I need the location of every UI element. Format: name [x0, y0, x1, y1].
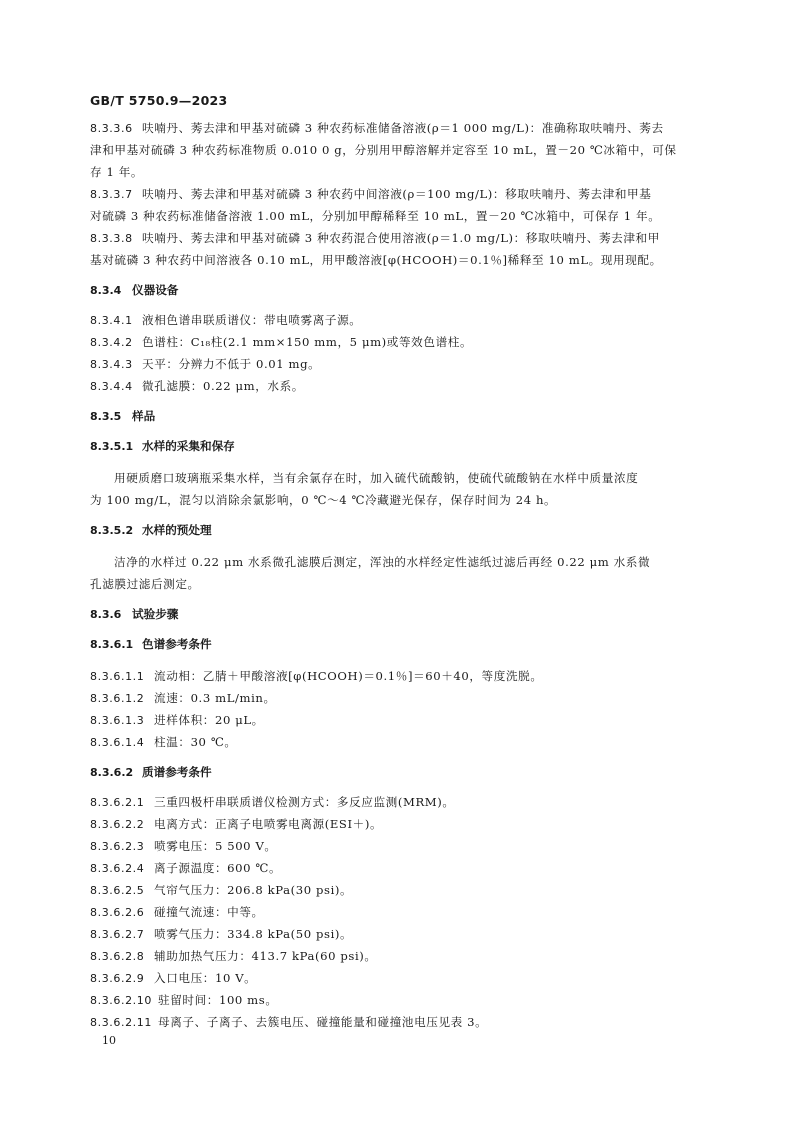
text-line — [90, 731, 714, 754]
clause-number: 8.3.6.1.3 — [90, 714, 145, 727]
clause-number: 8.3.4 — [90, 284, 122, 297]
line-text: 呋喃丹、莠去津和甲基对硫磷 3 种农药混合使用溶液(ρ＝1.0 mg/L)：移取呋喃丹、莠去津和甲 — [142, 231, 660, 245]
clause-number: 8.3.6.2.1 — [90, 796, 145, 809]
clause-number: 8.3.5.1 — [90, 440, 134, 453]
page-number: 10 — [102, 1034, 116, 1047]
line-text: 津和甲基对硫磷 3 种农药标准物质 0.010 0 g，分别用甲醇溶解并定容至 10 mL，置－20 ℃冰箱中，可保 — [90, 143, 677, 157]
line-text: 孔滤膜过滤后测定。 — [90, 577, 200, 591]
line-text: 流动相：乙腈＋甲酸溶液[φ(HCOOH)＝0.1％]＝60＋40，等度洗脱。 — [154, 669, 543, 683]
clause-number: 8.3.4.2 — [90, 336, 133, 349]
text-line — [90, 813, 714, 836]
line-text: 仪器设备 — [132, 283, 179, 297]
text-line — [90, 227, 714, 250]
text-line — [90, 331, 714, 354]
text-line — [90, 205, 714, 227]
section-heading — [90, 405, 714, 428]
text-line — [90, 879, 714, 902]
line-text: 样品 — [132, 409, 156, 423]
line-text: 气帘气压力：206.8 kPa(30 psi)。 — [154, 883, 353, 897]
clause-number: 8.3.6.1.2 — [90, 692, 145, 705]
line-text: 试验步骤 — [132, 607, 179, 621]
line-text: 喷雾电压：5 500 V。 — [154, 839, 277, 853]
clause-number: 8.3.3.7 — [90, 188, 133, 201]
text-line — [90, 117, 714, 140]
text-line — [90, 923, 714, 946]
clause-number: 8.3.3.8 — [90, 232, 133, 245]
line-text: 离子源温度：600 ℃。 — [154, 861, 282, 875]
line-text: 色谱参考条件 — [142, 637, 212, 651]
clause-number: 8.3.4.4 — [90, 380, 133, 393]
text-line — [90, 945, 714, 968]
line-text: 水样的预处理 — [142, 523, 212, 537]
line-text: 为 100 mg/L，混匀以消除余氯影响，0 ℃～4 ℃冷藏避光保存，保存时间为 24 h。 — [90, 493, 557, 507]
clause-number: 8.3.3.6 — [90, 122, 133, 135]
clause-number: 8.3.6.2.10 — [90, 994, 152, 1007]
text-line — [90, 709, 714, 732]
clause-number: 8.3.6.1.4 — [90, 736, 145, 749]
line-text: 母离子、子离子、去簇电压、碰撞能量和碰撞池电压见表 3。 — [158, 1015, 488, 1029]
clause-number: 8.3.6.2.9 — [90, 972, 145, 985]
section-heading — [90, 603, 714, 626]
clause-number: 8.3.5 — [90, 410, 122, 423]
line-text: 质谱参考条件 — [142, 765, 212, 779]
line-text: 电离方式：正离子电喷雾电离源(ESI＋)。 — [154, 817, 383, 831]
document-header: GB/T 5750.9—2023 — [90, 93, 228, 108]
text-line — [90, 791, 714, 814]
text-line — [90, 665, 714, 688]
clause-number: 8.3.6.2.6 — [90, 906, 145, 919]
section-heading — [90, 633, 714, 656]
text-line — [90, 551, 738, 573]
section-heading — [90, 761, 714, 784]
line-text: 入口电压：10 V。 — [154, 971, 257, 985]
clause-number: 8.3.6.2.2 — [90, 818, 145, 831]
text-line — [90, 687, 714, 710]
clause-number: 8.3.5.2 — [90, 524, 134, 537]
clause-number: 8.3.6 — [90, 608, 122, 621]
text-line — [90, 989, 714, 1012]
line-text: 基对硫磷 3 种农药中间溶液各 0.10 mL，用甲酸溶液[φ(HCOOH)＝0.1％]稀释至 10 mL。现用现配。 — [90, 253, 662, 267]
text-line — [90, 161, 714, 183]
line-text: 色谱柱：C₁₈柱(2.1 mm×150 mm，5 μm)或等效色谱柱。 — [142, 335, 473, 349]
line-text: 流速：0.3 mL/min。 — [154, 691, 276, 705]
text-line — [90, 967, 714, 990]
line-text: 存 1 年。 — [90, 165, 144, 179]
clause-number: 8.3.6.2.8 — [90, 950, 145, 963]
clause-number: 8.3.6.2.7 — [90, 928, 145, 941]
clause-number: 8.3.6.2.3 — [90, 840, 145, 853]
line-text: 水样的采集和保存 — [142, 439, 235, 453]
clause-number: 8.3.4.3 — [90, 358, 133, 371]
clause-number: 8.3.4.1 — [90, 314, 133, 327]
text-line — [90, 309, 714, 332]
clause-number: 8.3.6.2.11 — [90, 1016, 152, 1029]
text-line — [90, 183, 714, 206]
line-text: 柱温：30 ℃。 — [154, 735, 237, 749]
text-line — [90, 857, 714, 880]
line-text: 用硬质磨口玻璃瓶采集水样，当有余氯存在时，加入硫代硫酸钠，使硫代硫酸钠在水样中质量浓度 — [114, 471, 639, 485]
line-text: 喷雾气压力：334.8 kPa(50 psi)。 — [154, 927, 353, 941]
line-text: 辅助加热气压力：413.7 kPa(60 psi)。 — [154, 949, 377, 963]
clause-number: 8.3.6.2.4 — [90, 862, 145, 875]
text-line — [90, 835, 714, 858]
clause-number: 8.3.6.1 — [90, 638, 134, 651]
text-line — [90, 489, 714, 511]
line-text: 呋喃丹、莠去津和甲基对硫磷 3 种农药中间溶液(ρ＝100 mg/L)：移取呋喃丹、莠去津和甲基 — [142, 187, 652, 201]
line-text: 液相色谱串联质谱仪：带电喷雾离子源。 — [142, 313, 362, 327]
clause-number: 8.3.6.2.5 — [90, 884, 145, 897]
section-heading — [90, 279, 714, 302]
text-line — [90, 1011, 714, 1034]
line-text: 驻留时间：100 ms。 — [158, 993, 278, 1007]
text-line — [90, 901, 714, 924]
line-text: 进样体积：20 μL。 — [154, 713, 264, 727]
line-text: 对硫磷 3 种农药标准储备溶液 1.00 mL，分别加甲醇稀释至 10 mL，置－20 ℃冰箱中，可保存 1 年。 — [90, 209, 661, 223]
line-text: 三重四极杆串联质谱仪检测方式：多反应监测(MRM)。 — [154, 795, 455, 809]
text-line — [90, 573, 714, 595]
section-heading — [90, 435, 714, 458]
line-text: 洁净的水样过 0.22 μm 水系微孔滤膜后测定，浑浊的水样经定性滤纸过滤后再经 0.22 μm 水系微 — [114, 555, 651, 569]
line-text: 微孔滤膜：0.22 μm，水系。 — [142, 379, 304, 393]
clause-number: 8.3.6.2 — [90, 766, 134, 779]
text-line — [90, 375, 714, 398]
text-line — [90, 249, 714, 271]
text-line — [90, 467, 738, 489]
text-line — [90, 139, 714, 161]
line-text: 天平：分辨力不低于 0.01 mg。 — [142, 357, 321, 371]
text-line — [90, 353, 714, 376]
section-heading — [90, 519, 714, 542]
line-text: 碰撞气流速：中等。 — [154, 905, 264, 919]
clause-number: 8.3.6.1.1 — [90, 670, 145, 683]
line-text: 呋喃丹、莠去津和甲基对硫磷 3 种农药标准储备溶液(ρ＝1 000 mg/L)：准确称取呋喃丹、莠去 — [142, 121, 664, 135]
